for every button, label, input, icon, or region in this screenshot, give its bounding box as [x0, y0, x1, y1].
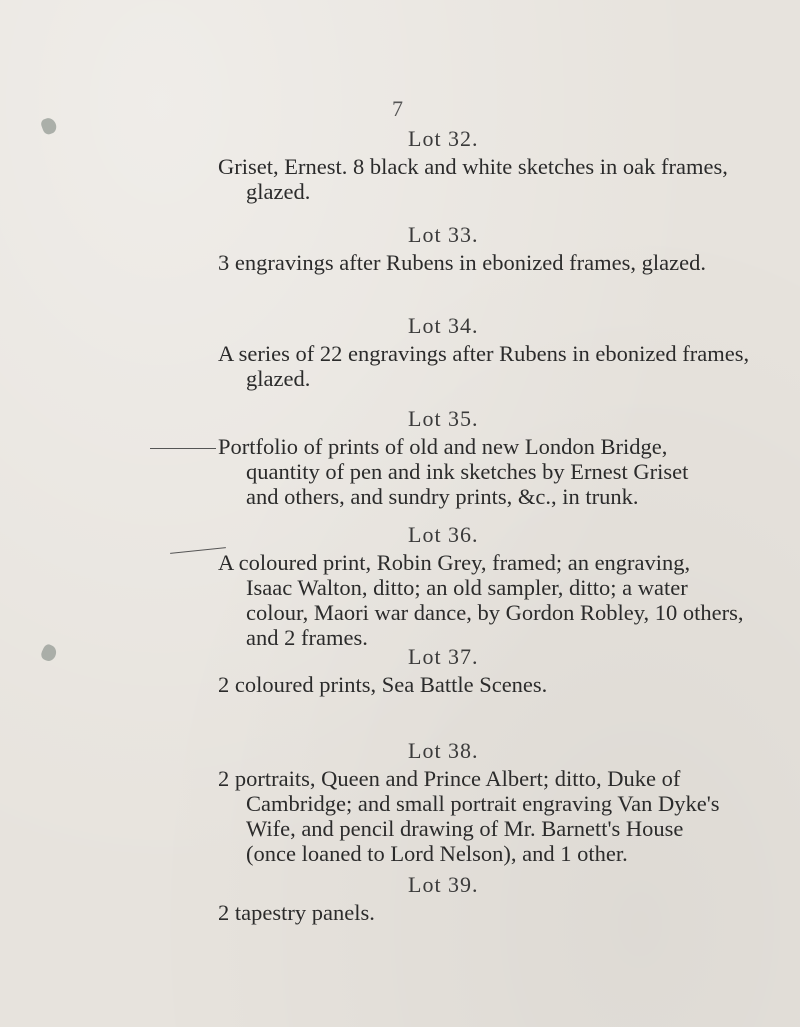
lot-description-line: glazed.	[246, 366, 311, 391]
lot-heading: Lot 39.	[408, 872, 479, 897]
lot-description-line: glazed.	[246, 179, 311, 204]
lot-description-line: and 2 frames.	[246, 625, 368, 650]
lot-description	[218, 250, 778, 275]
lot-description-line: (once loaned to Lord Nelson), and 1 other.	[246, 841, 628, 866]
lot-description-line: colour, Maori war dance, by Gordon Robley, 10 others,	[246, 600, 744, 625]
lot-description	[218, 672, 778, 697]
lot-description-line: Wife, and pencil drawing of Mr. Barnett's House	[246, 816, 684, 841]
lot-description	[218, 341, 778, 391]
lot-heading: Lot 38.	[408, 738, 479, 763]
lot-heading: Lot 34.	[408, 313, 479, 338]
lot-description	[218, 434, 778, 509]
margin-dash	[150, 448, 216, 449]
lot-heading: Lot 35.	[408, 406, 479, 431]
lot-description-line: A series of 22 engravings after Rubens in ebonized frames,	[218, 341, 750, 366]
lot-description-line: 2 coloured prints, Sea Battle Scenes.	[218, 672, 548, 697]
lot-description	[218, 154, 778, 204]
lot-description	[218, 550, 778, 650]
ink-blot-mark	[40, 116, 59, 136]
lot-description-line: 3 engravings after Rubens in ebonized frames, glazed.	[218, 250, 706, 275]
ink-blot-mark	[39, 643, 58, 663]
lot-description-line: and others, and sundry prints, &c., in trunk.	[246, 484, 639, 509]
lot-description-line: Griset, Ernest. 8 black and white sketches in oak frames,	[218, 154, 728, 179]
lot-heading: Lot 36.	[408, 522, 479, 547]
lot-description-line: Isaac Walton, ditto; an old sampler, ditto; a water	[246, 575, 688, 600]
lot-description-line: 2 portraits, Queen and Prince Albert; ditto, Duke of	[218, 766, 681, 791]
lot-description-line: Portfolio of prints of old and new London Bridge,	[218, 434, 668, 459]
lot-description-line: A coloured print, Robin Grey, framed; an engraving,	[218, 550, 691, 575]
page-number: 7	[392, 96, 403, 121]
lot-description-line: quantity of pen and ink sketches by Ernest Griset	[246, 459, 689, 484]
lot-description	[218, 766, 778, 866]
lot-description-line: Cambridge; and small portrait engraving Van Dyke's	[246, 791, 720, 816]
lot-heading: Lot 32.	[408, 126, 479, 151]
lot-description	[218, 900, 778, 925]
lot-description-line: 2 tapestry panels.	[218, 900, 375, 925]
lot-heading: Lot 37.	[408, 644, 479, 669]
lot-heading: Lot 33.	[408, 222, 479, 247]
